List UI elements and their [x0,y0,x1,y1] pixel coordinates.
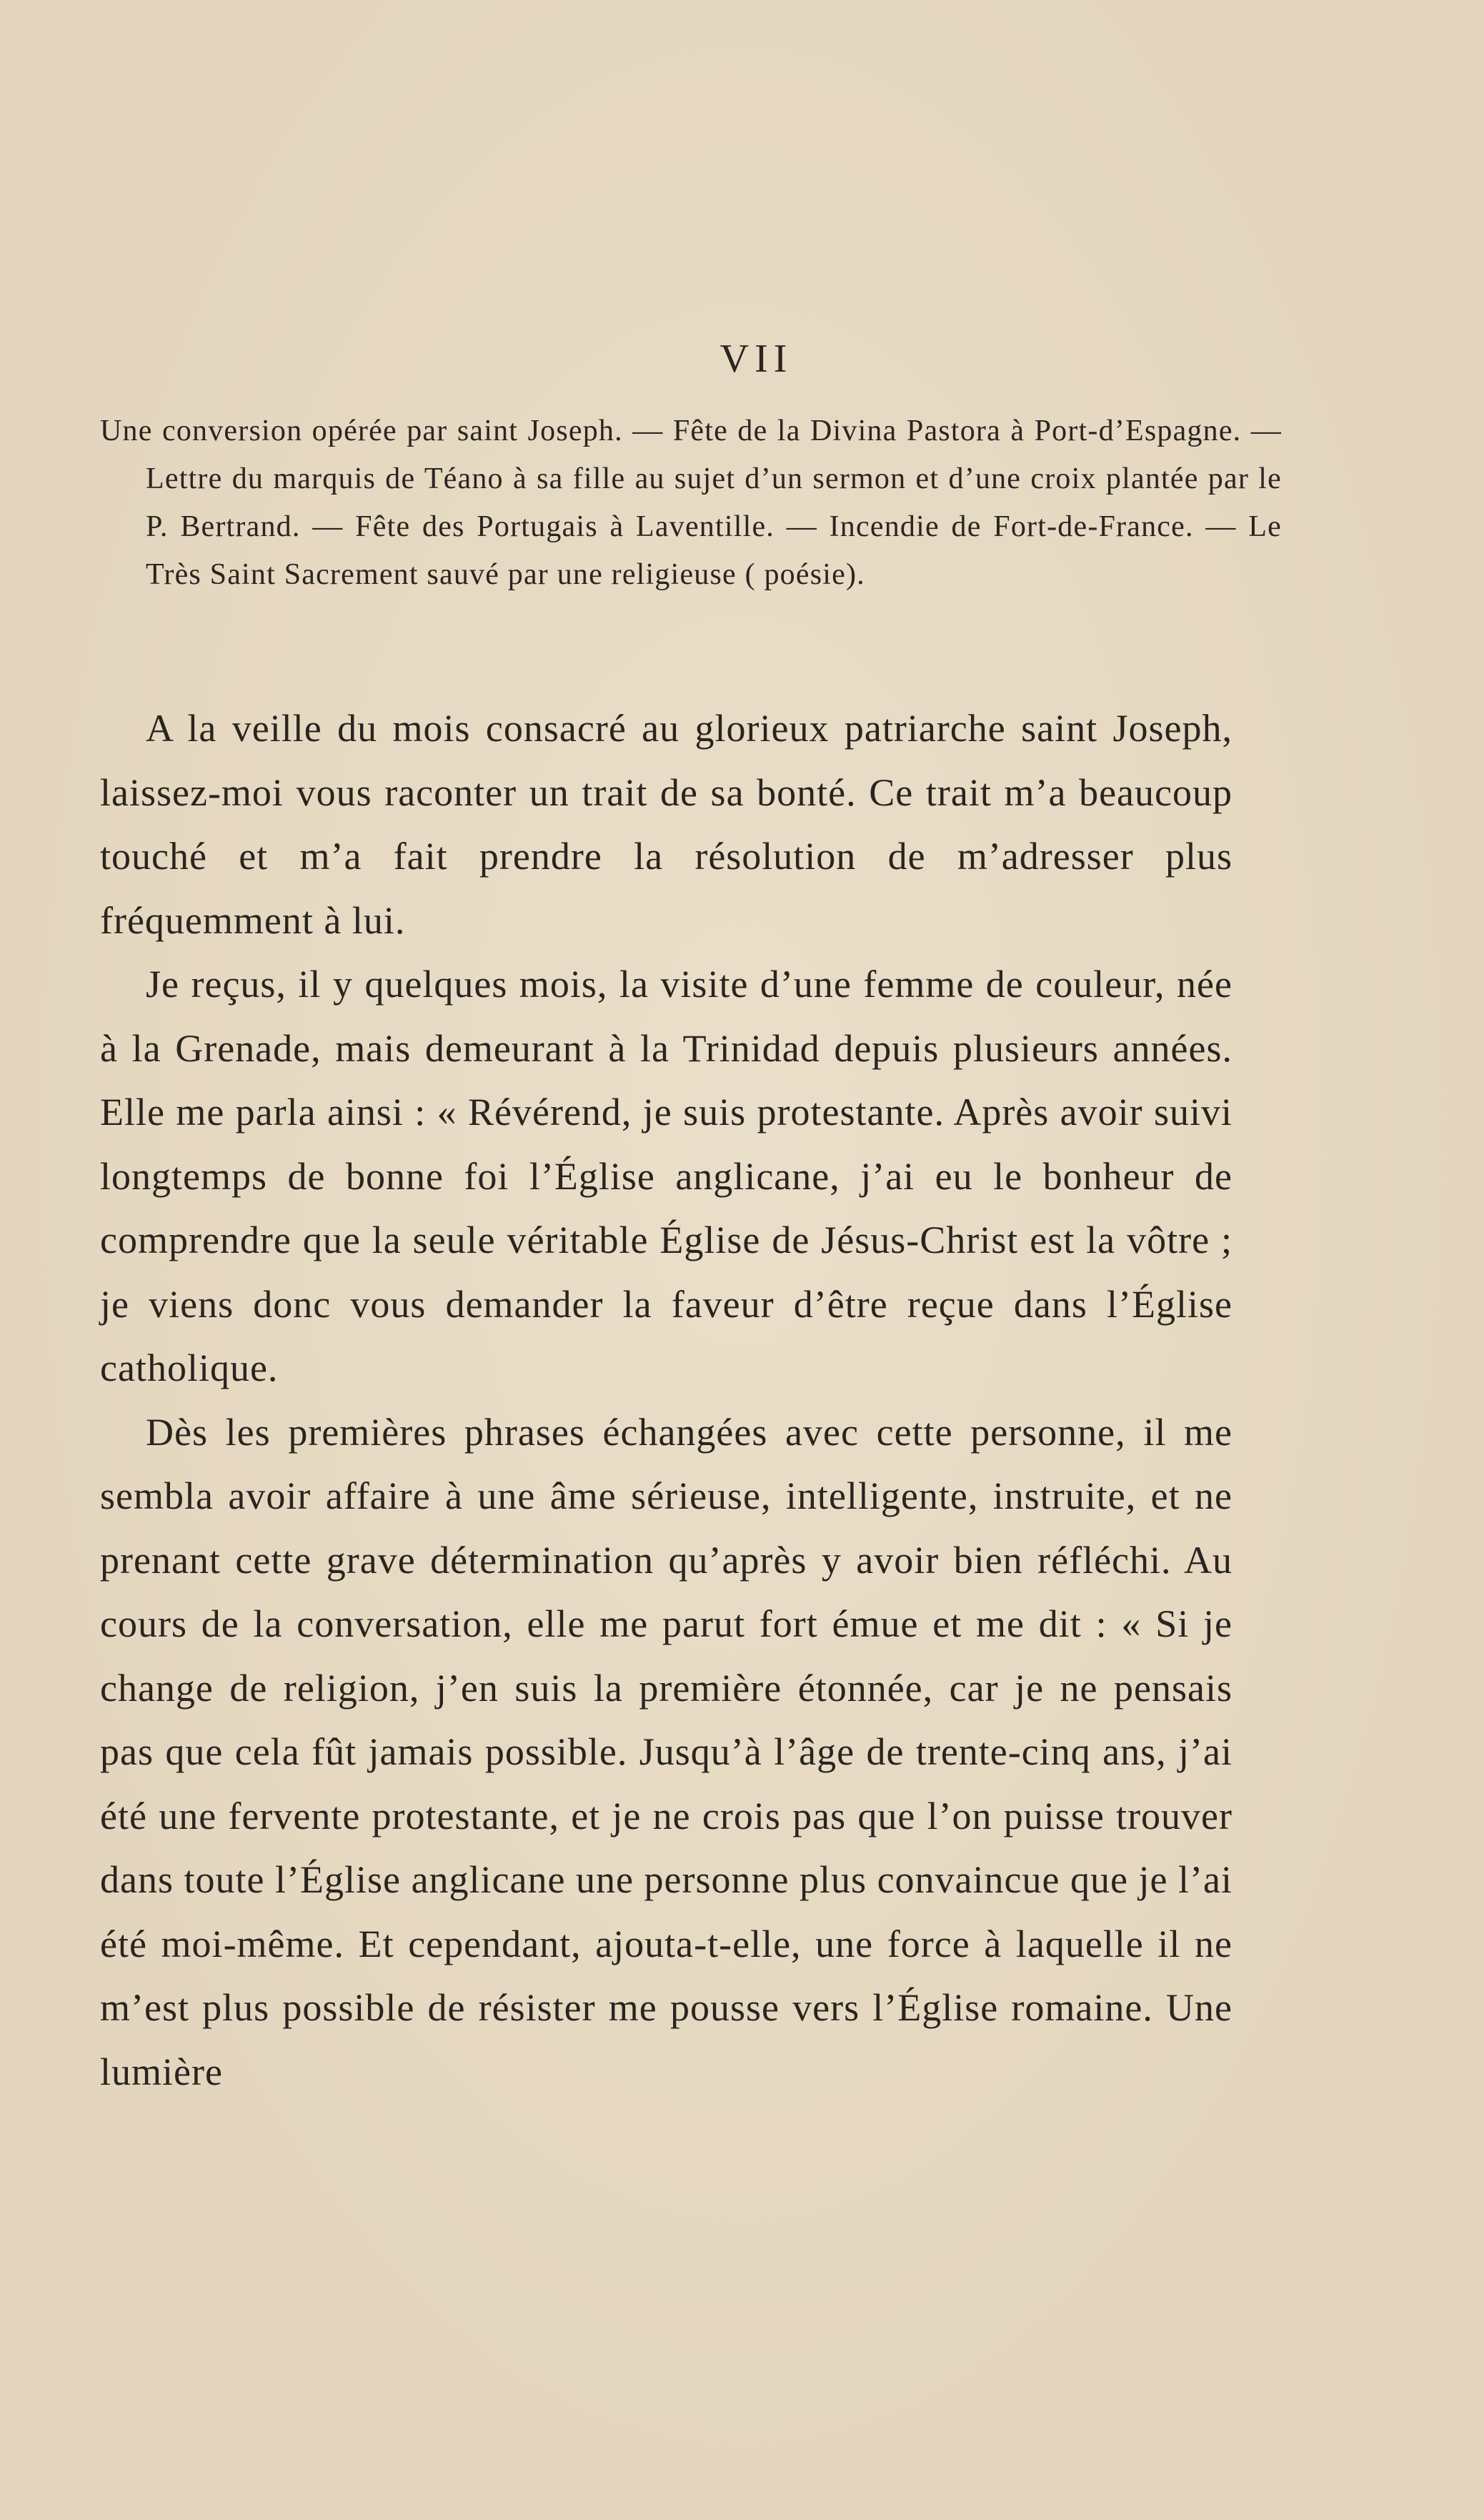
paragraph: Dès les premières phrases échangées avec cette personne, il me sembla avoir affaire à une âme sérieuse, intelligente, instruite, et ne prenant cette grave détermination qu’après y avoir bien réfléchi. Au cours de la conversation, elle me parut fort émue et me dit : « Si je change de religion, j’en suis la première étonnée, car je ne pensais pas que cela fût jamais possible. Jusqu’à l’âge de trente-cinq ans, j’ai été une fervente protestante, et je ne crois pas que l’on puisse trouver dans toute l’Église anglicane une personne plus convaincue que je l’ai été moi-même. Et cependant, ajouta-t-elle, une force à laquelle il ne m’est plus possible de résister me pousse vers l’Église romaine. Une lumière [100,1410,1232,2093]
paragraph: A la veille du mois consacré au glorieux patriarche saint Joseph, laissez-moi vous raconter un trait de sa bonté. Ce trait m’a beaucoup touché et m’a fait prendre la résolution de m’adresser plus fréquemment à lui. [100,707,1232,942]
chapter-summary: Une conversion opérée par saint Joseph. — Fête de la Divina Pastora à Port-d’Espagne. — Lettre du marquis de Téano à sa fille au sujet d’un sermon et d’une croix plantée par le P. Bertrand. — Fête des Portugais à Laventille. — Incendie de Fort-de-France. — Le Très Saint Sacrement sauvé par une religieuse ( poésie). [100,415,1282,591]
paragraph: Je reçus, il y quelques mois, la visite d’une femme de couleur, née à la Grenade, mais demeurant à la Trinidad depuis plusieurs années. Elle me parla ainsi : « Révérend, je suis protestante. Après avoir suivi longtemps de bonne foi l’Église anglicane, j’ai eu le bonheur de comprendre que la seule véritable Église de Jésus-Christ est la vôtre ; je viens donc vous demander la faveur d’être reçue dans l’Église catholique. [100,963,1232,1389]
body-text [100,697,1232,2104]
chapter-number: VII [719,337,793,381]
